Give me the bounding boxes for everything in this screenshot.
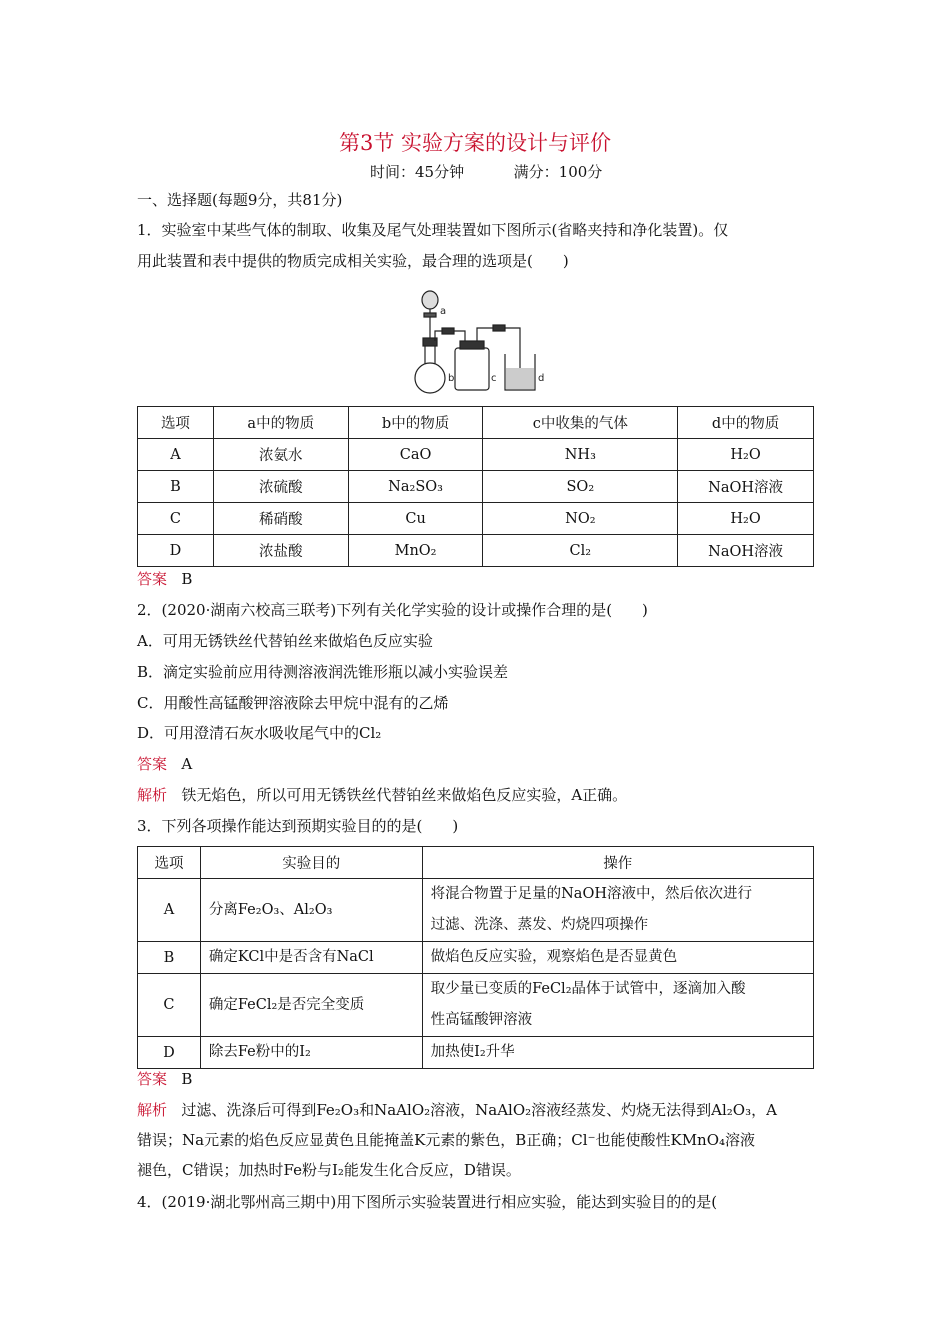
table-cell: B [138, 942, 201, 974]
flask-b [415, 363, 445, 393]
analysis-label: 解析 [137, 786, 168, 804]
q3-analysis-line3: 褪色，C错误；加热时Fe粉与I₂能发生化合反应，D错误。 [137, 1161, 521, 1179]
q2-stem: 2．(2020·湖南六校高三联考)下列有关化学实验的设计或操作合理的是( ) [137, 601, 648, 619]
q1-header-cell: c中收集的气体 [483, 407, 678, 439]
table-cell: CaO [348, 439, 483, 471]
q1-header-cell: b中的物质 [348, 407, 483, 439]
q3-header-cell: 实验目的 [200, 847, 422, 879]
table-cell: 除去Fe粉中的I₂ [200, 1037, 422, 1069]
table-cell: MnO₂ [348, 535, 483, 567]
q4-stem: 4．(2019·湖北鄂州高三期中)用下图所示实验装置进行相应实验，能达到实验目的的是( [137, 1193, 718, 1211]
table-cell: 确定FeCl₂是否完全变质 [200, 974, 422, 1037]
q2-analysis [137, 784, 627, 806]
table-cell: 分离Fe₂O₃、Al₂O₃ [200, 879, 422, 942]
table-cell: NO₂ [483, 503, 678, 535]
q3-stem: 3．下列各项操作能达到预期实验目的的是( ) [137, 817, 459, 835]
q3-table-header [138, 847, 814, 879]
q1-stem-line1: 1．实验室中某些气体的制取、收集及尾气处理装置如下图所示(省略夹持和净化装置)。仅 [137, 221, 729, 239]
answer-label: 答案 [137, 570, 168, 588]
table-cell: Cu [348, 503, 483, 535]
page-title: 第3节 实验方案的设计与评价 [338, 131, 612, 155]
table-cell: D [138, 1037, 201, 1069]
table-cell: A [138, 439, 214, 471]
table-cell: B [138, 471, 214, 503]
q3-analysis-line1 [137, 1099, 777, 1121]
cell-line: 取少量已变质的FeCl₂晶体于试管中，逐滴加入酸 [430, 981, 746, 997]
cell-line: 过滤、洗涤、蒸发、灼烧四项操作 [430, 917, 649, 933]
table-cell: H₂O [678, 439, 814, 471]
time-limit: 时间：45分钟 [370, 163, 465, 181]
table-cell: NaOH溶液 [678, 535, 814, 567]
q3-header-cell: 选项 [138, 847, 201, 879]
table-cell: Cl₂ [483, 535, 678, 567]
q2-answer [137, 753, 192, 775]
figure-label-b: b [448, 373, 455, 384]
exam-meta [370, 161, 602, 182]
table-row [138, 439, 814, 471]
table-cell: NaOH溶液 [678, 471, 814, 503]
table-cell: A [138, 879, 201, 942]
table-cell: 浓硫酸 [213, 471, 348, 503]
q2-option-d: D．可用澄清石灰水吸收尾气中的Cl₂ [137, 724, 382, 742]
cell-line: 将混合物置于足量的NaOH溶液中，然后依次进行 [430, 886, 752, 902]
table-cell [422, 879, 813, 942]
q1-table [137, 406, 814, 567]
figure-label-c: c [491, 373, 497, 384]
q3-table [137, 846, 814, 1069]
q3-analysis-line2: 错误；Na元素的焰色反应显黄色且能掩盖K元素的紫色，B正确；Cl⁻也能使酸性KMnO₄溶液 [137, 1131, 756, 1149]
q1-answer [137, 568, 192, 590]
section-heading: 一、选择题(每题9分，共81分) [137, 191, 343, 209]
table-row [138, 879, 814, 942]
table-cell: 加热使I₂升华 [422, 1037, 813, 1069]
table-row [138, 1037, 814, 1069]
table-cell: C [138, 974, 201, 1037]
answer-label: 答案 [137, 755, 168, 773]
table-row [138, 535, 814, 567]
bottle-c [455, 348, 489, 390]
table-cell: D [138, 535, 214, 567]
figure-label-a: a [440, 306, 447, 317]
q1-header-cell: d中的物质 [678, 407, 814, 439]
table-cell: 确定KCl中是否含有NaCl [200, 942, 422, 974]
table-row [138, 471, 814, 503]
full-score: 满分：100分 [513, 163, 603, 181]
figure-label-d: d [538, 373, 545, 384]
table-cell: Na₂SO₃ [348, 471, 483, 503]
table-cell: NH₃ [483, 439, 678, 471]
q3-answer [137, 1068, 192, 1090]
q3-header-cell: 操作 [422, 847, 813, 879]
table-cell: 稀硝酸 [213, 503, 348, 535]
answer-label: 答案 [137, 1070, 168, 1088]
cell-line: 性高锰酸钾溶液 [430, 1012, 533, 1028]
table-cell: 浓盐酸 [213, 535, 348, 567]
answer-value: B [181, 570, 193, 588]
q2-option-b: B．滴定实验前应用待测溶液润洗锥形瓶以减小实验误差 [137, 663, 509, 681]
table-row [138, 503, 814, 535]
q1-apparatus-figure [405, 286, 555, 396]
table-cell: H₂O [678, 503, 814, 535]
analysis-text: 铁无焰色，所以可用无锈铁丝代替铂丝来做焰色反应实验，A正确。 [181, 786, 628, 804]
q1-header-cell: a中的物质 [213, 407, 348, 439]
table-cell: C [138, 503, 214, 535]
funnel-bulb [422, 291, 438, 309]
q2-option-c: C．用酸性高锰酸钾溶液除去甲烷中混有的乙烯 [137, 694, 449, 712]
q2-option-a: A．可用无锈铁丝代替铂丝来做焰色反应实验 [137, 632, 433, 650]
q1-stem-line2: 用此装置和表中提供的物质完成相关实验，最合理的选项是( ) [137, 252, 569, 270]
table-cell: 浓氨水 [213, 439, 348, 471]
table-row [138, 974, 814, 1037]
q1-header-cell: 选项 [138, 407, 214, 439]
analysis-text: 过滤、洗涤后可得到Fe₂O₃和NaAlO₂溶液，NaAlO₂溶液经蒸发、灼烧无法得到Al₂O₃，A [181, 1101, 777, 1119]
answer-value: A [181, 755, 193, 773]
table-cell: 做焰色反应实验，观察焰色是否显黄色 [422, 942, 813, 974]
q1-table-header [138, 407, 814, 439]
table-cell [422, 974, 813, 1037]
table-row [138, 942, 814, 974]
answer-value: B [181, 1070, 193, 1088]
analysis-label: 解析 [137, 1101, 168, 1119]
table-cell: SO₂ [483, 471, 678, 503]
